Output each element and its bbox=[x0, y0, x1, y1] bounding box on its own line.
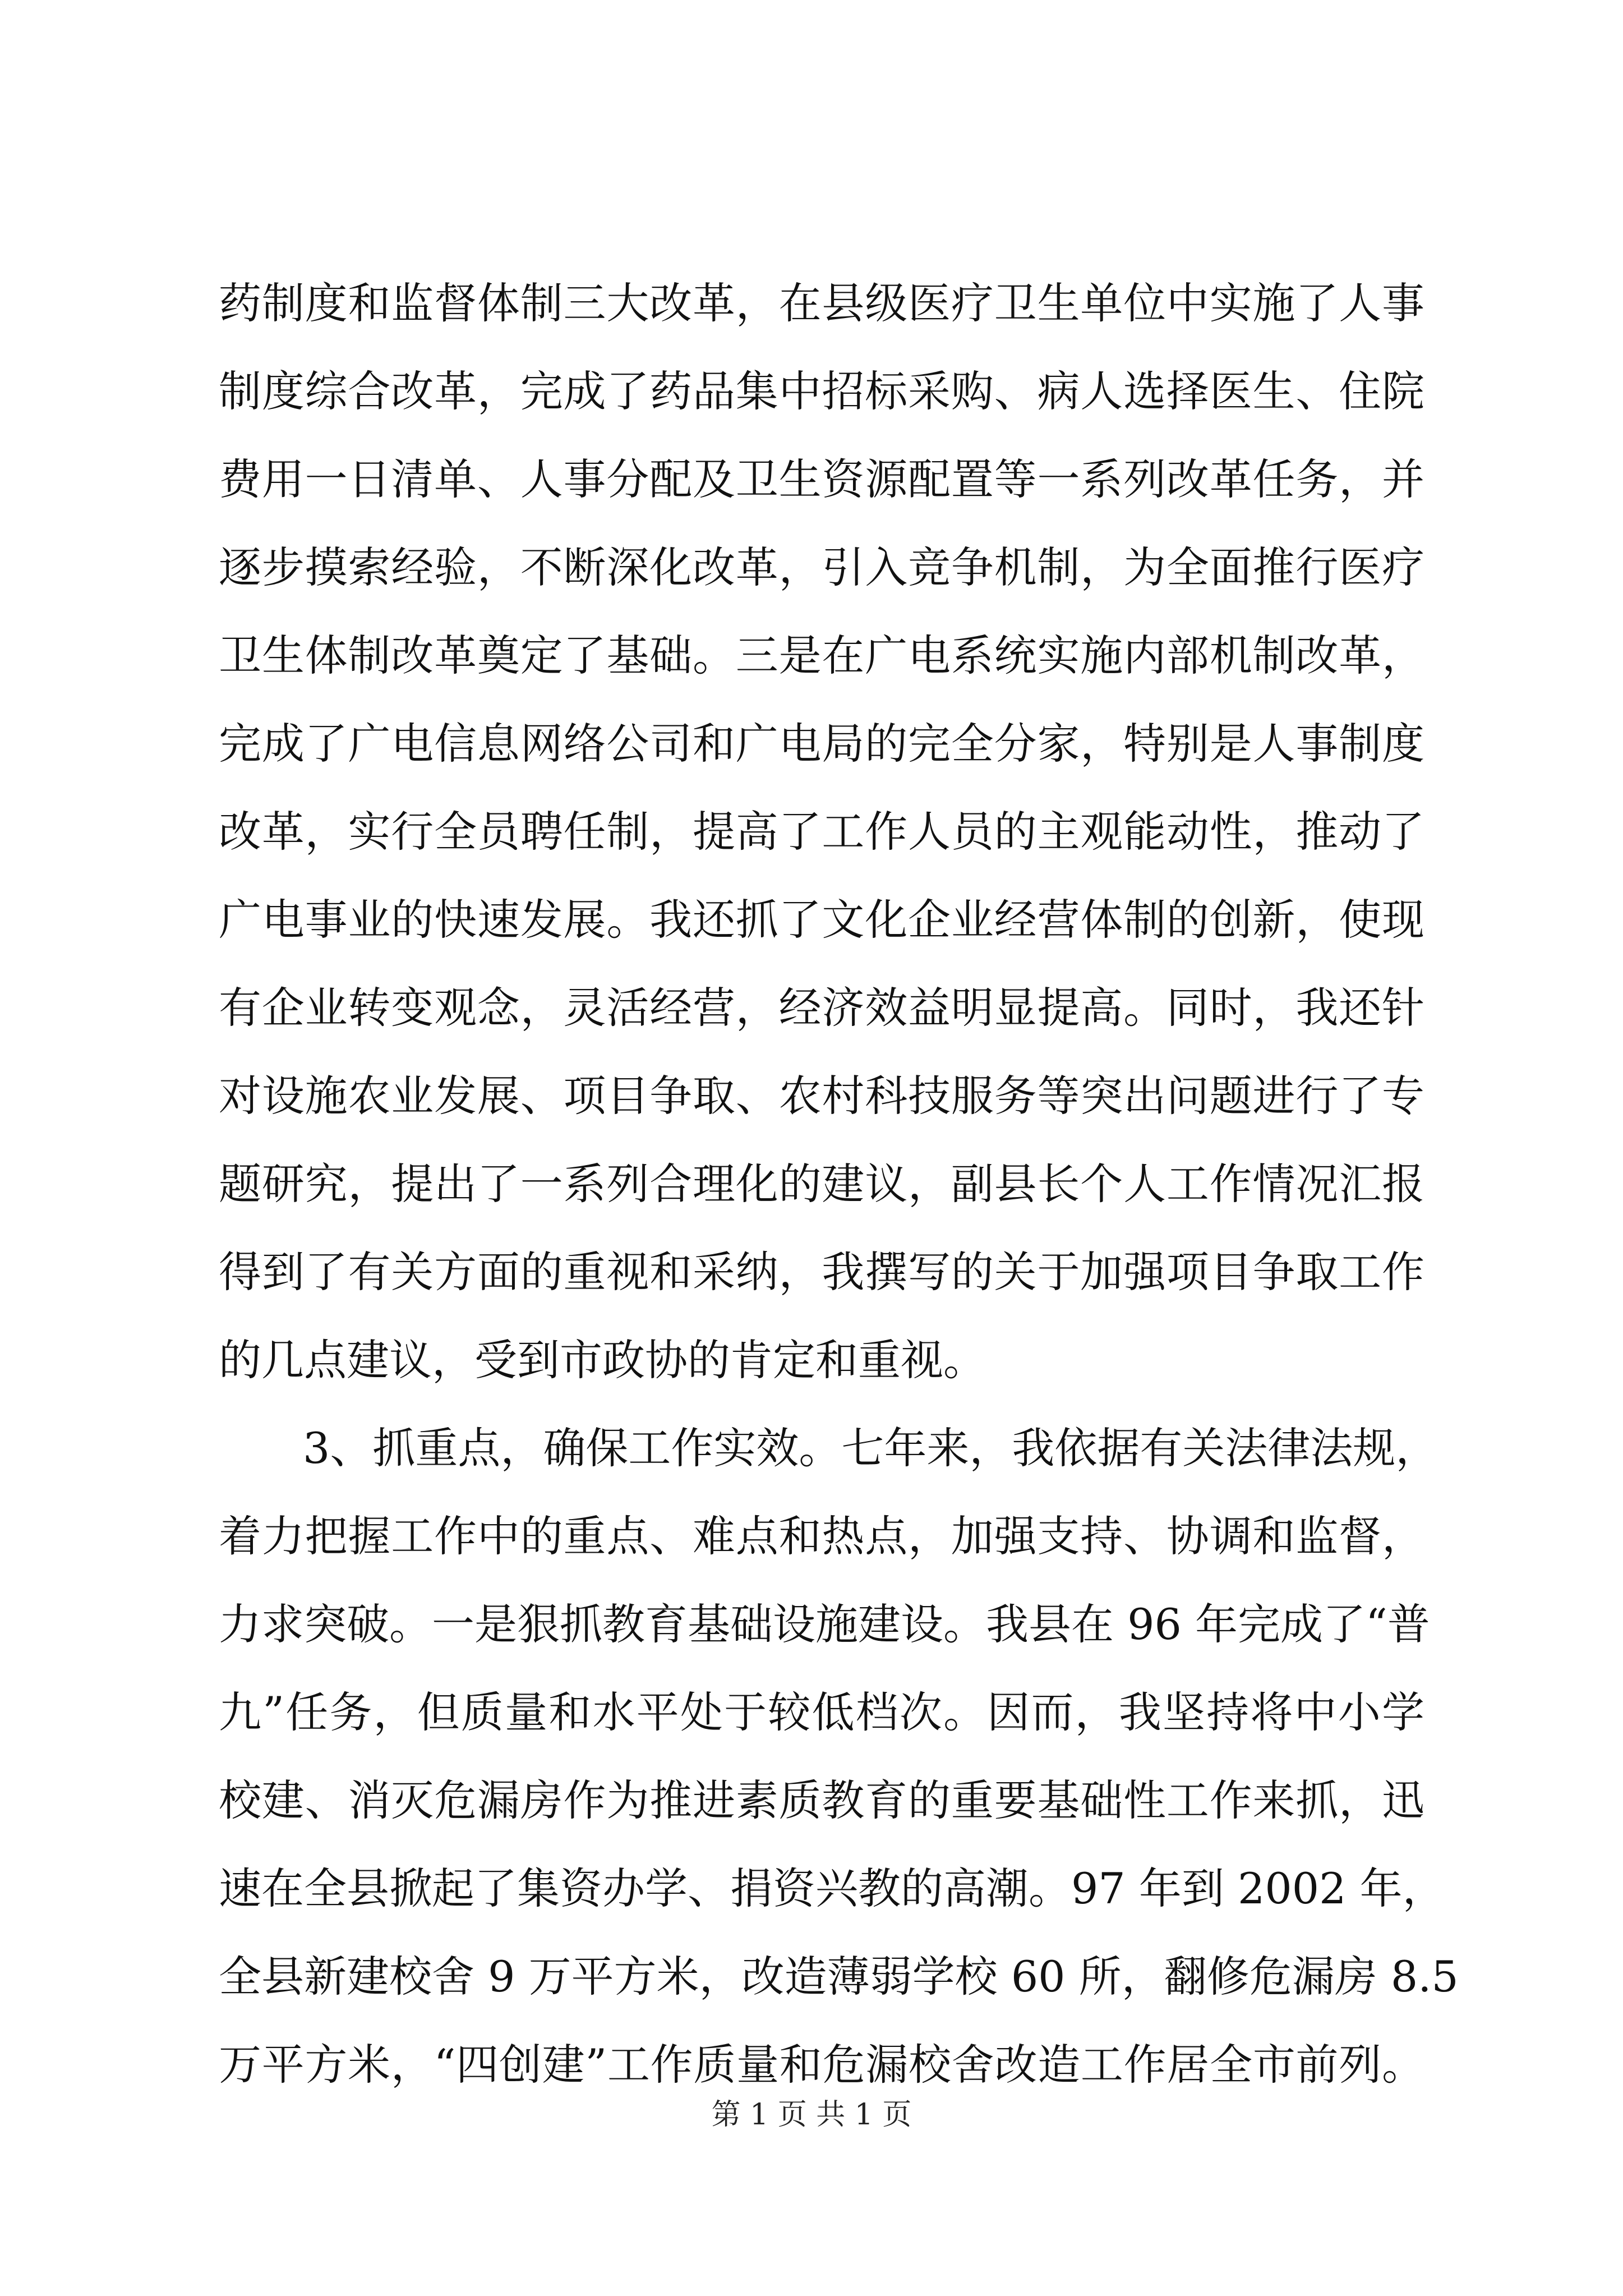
text-line: 广电事业的快速发展。我还抓了文化企业经营体制的创新，使现 bbox=[219, 895, 1424, 945]
text-line: 九”任务，但质量和水平处于较低档次。因而，我坚持将中小学 bbox=[219, 1687, 1424, 1737]
text-line: 费用一日清单、人事分配及卫生资源配置等一系列改革任务，并 bbox=[219, 454, 1424, 504]
paragraph-1 bbox=[219, 259, 1424, 1404]
text-line: 速在全县掀起了集资办学、捐资兴教的高潮。97 年到 2002 年， bbox=[219, 1864, 1445, 1913]
text-line: 制度综合改革，完成了药品集中招标采购、病人选择医生、住院 bbox=[219, 366, 1424, 416]
page-footer: 第 1 页 共 1 页 bbox=[711, 2098, 912, 2132]
text-line: 万平方米，“四创建”工作质量和危漏校舍改造工作居全市前列。 bbox=[219, 2040, 1424, 2090]
text-line: 逐步摸索经验，不断深化改革，引入竞争机制，为全面推行医疗 bbox=[219, 542, 1424, 592]
document-body bbox=[219, 259, 1459, 2109]
paragraph-2 bbox=[219, 1404, 1459, 2109]
text-line: 药制度和监督体制三大改革，在县级医疗卫生单位中实施了人事 bbox=[219, 278, 1424, 328]
text-line: 有企业转变观念，灵活经营，经济效益明显提高。同时，我还针 bbox=[219, 983, 1424, 1033]
text-line: 3、抓重点，确保工作实效。七年来，我依据有关法律法规， bbox=[303, 1423, 1438, 1473]
text-line: 得到了有关方面的重视和采纳，我撰写的关于加强项目争取工作 bbox=[219, 1247, 1424, 1297]
text-line: 着力把握工作中的重点、难点和热点，加强支持、协调和监督， bbox=[219, 1511, 1424, 1561]
text-line: 校建、消灭危漏房作为推进素质教育的重要基础性工作来抓，迅 bbox=[219, 1775, 1424, 1825]
text-line: 题研究，提出了一系列合理化的建议，副县长个人工作情况汇报 bbox=[219, 1159, 1424, 1209]
text-line: 的几点建议，受到市政协的肯定和重视。 bbox=[219, 1335, 986, 1385]
text-line: 卫生体制改革奠定了基础。三是在广电系统实施内部机制改革， bbox=[219, 631, 1424, 680]
text-line: 改革，实行全员聘任制，提高了工作人员的主观能动性，推动了 bbox=[219, 807, 1424, 857]
text-line: 全县新建校舍 9 万平方米，改造薄弱学校 60 所，翻修危漏房 8.5 bbox=[219, 1952, 1459, 2001]
text-line: 完成了广电信息网络公司和广电局的完全分家，特别是人事制度 bbox=[219, 719, 1424, 769]
text-line: 力求突破。一是狠抓教育基础设施建设。我县在 96 年完成了“普 bbox=[219, 1599, 1430, 1649]
text-line: 对设施农业发展、项目争取、农村科技服务等突出问题进行了专 bbox=[219, 1071, 1424, 1121]
